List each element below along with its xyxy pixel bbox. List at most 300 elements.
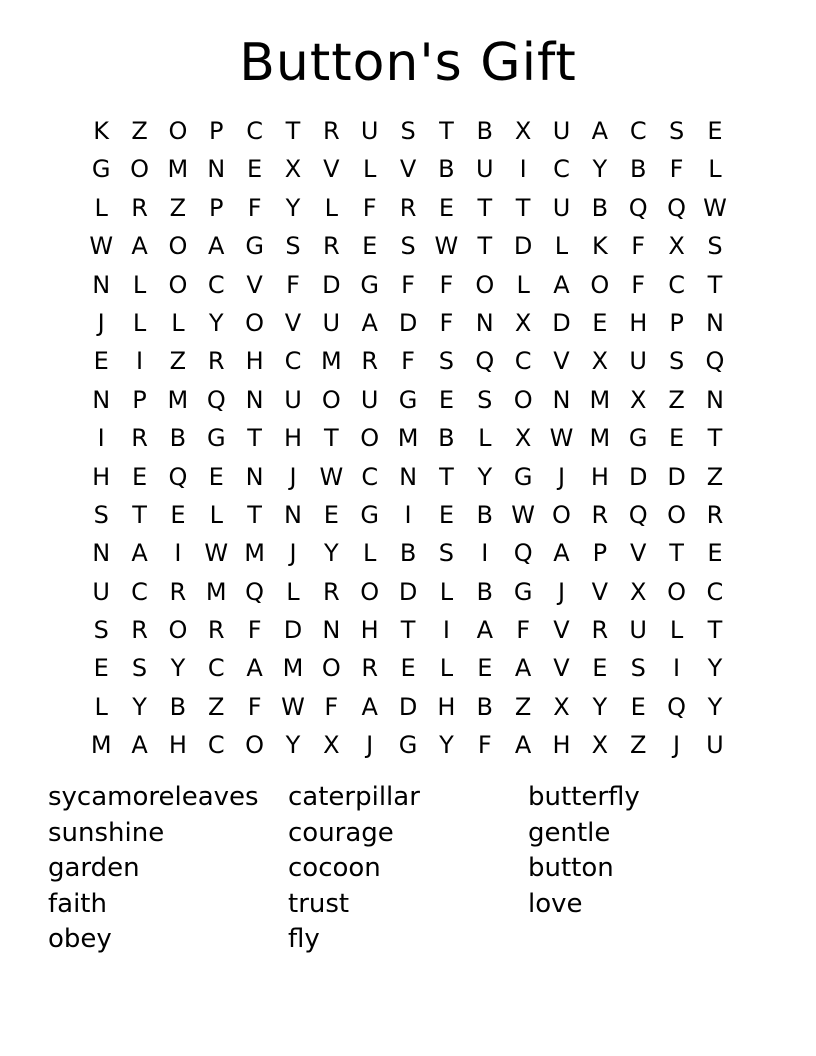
grid-letter: R (591, 616, 609, 645)
grid-letter: U (706, 731, 724, 760)
grid-letter: R (706, 500, 724, 529)
grid-letter: S (400, 232, 416, 261)
grid-letter: S (285, 232, 301, 261)
grid-letter: C (131, 577, 148, 606)
grid-letter: I (404, 500, 412, 529)
grid-letter: O (360, 577, 380, 606)
grid-letter: B (476, 692, 493, 721)
grid-letter: Q (513, 539, 533, 568)
grid-letter: Q (206, 385, 226, 414)
grid-letter: O (168, 270, 188, 299)
grid-letter: X (629, 577, 647, 606)
grid-letter: G (245, 232, 264, 261)
grid-letter: U (475, 155, 494, 184)
grid-letter: T (515, 193, 531, 222)
grid-letter: C (207, 654, 225, 683)
grid-letter: S (630, 654, 646, 683)
grid-letter: T (669, 539, 684, 568)
grid-letter: A (208, 232, 225, 261)
grid-letter: H (437, 692, 456, 721)
grid-letter: L (286, 577, 300, 606)
grid-letter: I (673, 654, 681, 683)
grid-letter: B (476, 500, 493, 529)
grid-letter: S (668, 347, 685, 376)
grid-letter: C (706, 577, 724, 606)
grid-letter: Y (439, 731, 454, 760)
grid-letter: O (245, 731, 265, 760)
grid-letter: N (92, 539, 111, 568)
grid-letter: J (366, 731, 374, 760)
grid-letter: I (519, 155, 527, 184)
grid-letter: S (438, 347, 455, 376)
grid-letter: R (207, 616, 225, 645)
grid-letter: S (477, 385, 493, 414)
grid-letter: I (136, 347, 144, 376)
grid-letter: W (511, 500, 535, 529)
grid-letter: S (400, 117, 416, 145)
grid-letter: E (438, 500, 454, 529)
grid-letter: C (207, 270, 225, 299)
grid-letter: A (591, 117, 609, 145)
grid-letter: T (247, 500, 262, 529)
grid-letter: X (668, 232, 685, 261)
word-list-item: love (528, 888, 583, 919)
grid-letter: T (439, 462, 454, 491)
grid-letter: A (553, 539, 570, 568)
grid-letter: L (94, 692, 108, 721)
grid-letter: D (513, 232, 533, 261)
grid-letter: Z (169, 347, 187, 376)
grid-letter: A (476, 616, 493, 645)
grid-letter: V (284, 308, 302, 337)
grid-letter: G (398, 385, 418, 414)
grid-letter: O (130, 155, 149, 184)
grid-letter: H (360, 616, 379, 645)
grid-letter: T (285, 117, 301, 145)
grid-letter: V (553, 616, 570, 645)
grid-letter: M (397, 424, 419, 453)
grid-letter: V (246, 270, 263, 299)
grid-letter: A (131, 232, 148, 261)
grid-letter: F (669, 155, 684, 184)
grid-letter: Y (285, 731, 301, 760)
grid-letter: O (667, 500, 687, 529)
grid-letter: O (360, 424, 380, 453)
grid-letter: O (552, 500, 571, 529)
grid-letter: T (400, 616, 416, 645)
grid-letter: T (707, 424, 723, 453)
grid-letter: L (171, 308, 185, 337)
grid-letter: N (245, 462, 264, 491)
grid-letter: M (244, 539, 265, 568)
grid-row (82, 381, 734, 419)
grid-letter: U (284, 385, 302, 414)
grid-letter: B (169, 692, 187, 721)
grid-letter: A (361, 308, 378, 337)
grid-letter: V (323, 155, 340, 184)
grid-letter: E (438, 385, 454, 414)
grid-letter: O (168, 117, 188, 145)
grid-letter: J (557, 462, 566, 491)
grid-letter: Y (208, 308, 224, 337)
grid-letter: C (246, 117, 263, 145)
word-list-item: obey (48, 924, 112, 954)
grid-letter: R (322, 232, 340, 261)
grid-letter: N (284, 500, 302, 529)
grid-letter: X (629, 385, 647, 414)
grid-letter: E (438, 193, 454, 222)
grid-letter: T (707, 270, 723, 299)
grid-letter: N (475, 308, 494, 337)
grid-letter: C (284, 347, 302, 376)
grid-letter: E (592, 654, 608, 683)
grid-letter: U (552, 117, 571, 145)
grid-letter: A (246, 654, 263, 683)
grid-letter: U (360, 117, 379, 145)
grid-letter: A (131, 539, 148, 568)
grid-letter: U (629, 616, 647, 645)
grid-letter: N (92, 385, 111, 414)
grid-letter: X (514, 308, 532, 337)
grid-letter: P (209, 193, 224, 222)
grid-letter: F (247, 616, 262, 645)
grid-letter: Q (705, 347, 725, 376)
grid-letter: G (360, 270, 379, 299)
grid-letter: W (204, 539, 229, 568)
grid-letter: X (284, 155, 302, 184)
grid-letter: K (591, 232, 608, 261)
grid-letter: M (205, 577, 227, 606)
grid-letter: B (591, 193, 609, 222)
grid-letter: L (363, 539, 377, 568)
grid-letter: Q (667, 193, 687, 222)
grid-letter: M (167, 155, 189, 184)
grid-letter: A (553, 270, 570, 299)
grid-letter: M (167, 385, 189, 414)
grid-letter: Y (592, 692, 608, 721)
grid-letter: O (321, 654, 341, 683)
grid-letter: X (514, 424, 532, 453)
grid-letter: L (478, 424, 492, 453)
grid-row (82, 112, 734, 150)
grid-letter: U (552, 193, 571, 222)
grid-letter: Q (245, 577, 265, 606)
grid-row (82, 726, 734, 764)
grid-letter: L (516, 270, 530, 299)
grid-row (82, 688, 734, 726)
grid-letter: W (319, 462, 344, 491)
grid-letter: H (92, 462, 111, 491)
grid-letter: T (132, 500, 147, 529)
grid-letter: E (93, 654, 109, 683)
grid-letter: R (361, 654, 379, 683)
grid-row (82, 419, 734, 457)
grid-letter: B (438, 155, 455, 184)
grid-letter: L (439, 577, 454, 606)
grid-letter: E (131, 462, 148, 491)
grid-letter: Z (514, 692, 532, 721)
grid-letter: Q (168, 462, 188, 491)
grid-letter: X (514, 117, 532, 145)
grid-letter: W (434, 232, 459, 261)
word-list-item: faith (48, 888, 107, 919)
grid-letter: E (362, 232, 378, 261)
grid-letter: F (401, 347, 415, 376)
grid-letter: V (591, 577, 609, 606)
word-list-item: butterfly (528, 782, 640, 812)
grid-letter: W (703, 193, 727, 222)
grid-letter: R (131, 193, 148, 222)
grid-row (82, 573, 734, 611)
grid-letter: N (399, 462, 418, 491)
grid-letter: M (589, 385, 611, 414)
grid-letter: Y (707, 654, 723, 683)
grid-letter: V (553, 347, 570, 376)
grid-letter: M (282, 654, 304, 683)
grid-letter: N (552, 385, 571, 414)
grid-letter: P (132, 385, 147, 414)
word-list-item: sycamoreleaves (48, 782, 259, 812)
grid-row (82, 458, 734, 496)
grid-letter: F (401, 270, 415, 299)
grid-letter: U (629, 347, 647, 376)
grid-letter: O (321, 385, 341, 414)
grid-letter: I (174, 539, 182, 568)
grid-letter: N (245, 385, 264, 414)
grid-letter: T (477, 232, 493, 261)
grid-letter: S (131, 654, 148, 683)
grid-letter: F (477, 731, 492, 760)
grid-letter: T (477, 193, 493, 222)
grid-letter: A (514, 654, 532, 683)
grid-letter: E (170, 500, 186, 529)
grid-letter: R (322, 117, 340, 145)
grid-row (82, 342, 734, 380)
grid-letter: P (669, 308, 684, 337)
grid-letter: U (322, 308, 341, 337)
grid-letter: F (631, 232, 646, 261)
word-list-item: courage (288, 817, 394, 848)
grid-letter: Y (592, 155, 608, 184)
grid-letter: E (208, 462, 224, 491)
grid-letter: B (629, 155, 647, 184)
word-list-item: garden (48, 853, 140, 883)
grid-letter: X (591, 731, 609, 760)
grid-letter: L (132, 270, 147, 299)
grid-letter: G (91, 155, 111, 184)
grid-letter: F (439, 308, 454, 337)
grid-letter: D (398, 308, 418, 337)
grid-letter: O (475, 270, 495, 299)
grid-letter: D (398, 692, 418, 721)
grid-row (82, 611, 734, 649)
grid-letter: Z (706, 462, 724, 491)
grid-letter: A (514, 731, 532, 760)
grid-letter: G (360, 500, 379, 529)
grid-letter: L (439, 654, 454, 683)
grid-letter: A (361, 692, 378, 721)
grid-letter: H (629, 308, 648, 337)
grid-letter: Q (667, 692, 687, 721)
grid-letter: L (363, 155, 377, 184)
grid-letter: O (590, 270, 610, 299)
grid-letter: M (320, 347, 342, 376)
grid-letter: A (131, 731, 148, 760)
grid-letter: O (513, 385, 533, 414)
grid-letter: N (92, 270, 111, 299)
grid-letter: Y (132, 692, 147, 721)
page-title: Button's Gift (239, 33, 577, 93)
grid-letter: T (324, 424, 339, 453)
grid-letter: R (131, 424, 148, 453)
grid-letter: B (476, 117, 493, 145)
grid-letter: G (513, 577, 533, 606)
grid-letter: Y (477, 462, 493, 491)
grid-letter: G (628, 424, 648, 453)
grid-row (82, 150, 734, 188)
grid-letter: M (90, 731, 112, 760)
grid-letter: L (94, 193, 108, 222)
grid-letter: E (668, 424, 685, 453)
grid-letter: I (481, 539, 489, 568)
grid-letter: E (630, 692, 646, 721)
grid-letter: E (707, 117, 723, 145)
grid-letter: P (209, 117, 224, 145)
grid-letter: F (286, 270, 300, 299)
grid-letter: E (93, 347, 109, 376)
word-list-column (48, 780, 288, 958)
grid-letter: F (247, 193, 262, 222)
grid-letter: H (245, 347, 264, 376)
grid-letter: X (591, 347, 609, 376)
grid-letter: J (557, 577, 566, 606)
grid-letter: J (97, 308, 105, 337)
grid-letter: F (247, 692, 262, 721)
grid-row (82, 227, 734, 265)
grid-letter: D (322, 270, 341, 299)
grid-letter: T (707, 616, 723, 645)
grid-letter: J (289, 539, 297, 568)
grid-letter: S (438, 539, 455, 568)
grid-letter: T (247, 424, 262, 453)
grid-letter: Z (131, 117, 148, 145)
word-list-item: gentle (528, 817, 611, 848)
grid-letter: E (707, 539, 723, 568)
grid-letter: O (245, 308, 265, 337)
grid-letter: U (360, 385, 379, 414)
word-list-item: fly (288, 924, 320, 954)
grid-row (82, 649, 734, 687)
grid-letter: Z (208, 692, 225, 721)
word-list-item: sunshine (48, 817, 165, 848)
grid-letter: E (323, 500, 339, 529)
grid-letter: J (289, 462, 297, 491)
grid-letter: R (591, 500, 609, 529)
grid-letter: R (169, 577, 187, 606)
word-list-item: button (528, 853, 614, 883)
grid-letter: I (97, 424, 105, 453)
grid-letter: R (207, 347, 225, 376)
grid-letter: T (439, 117, 454, 145)
grid-letter: D (552, 308, 571, 337)
grid-letter: O (168, 616, 188, 645)
grid-letter: C (629, 117, 647, 145)
grid-letter: L (132, 308, 147, 337)
grid-letter: Q (628, 500, 648, 529)
grid-letter: J (673, 731, 681, 760)
grid-letter: L (324, 193, 339, 222)
grid-letter: H (590, 462, 609, 491)
grid-letter: B (476, 577, 493, 606)
grid-letter: V (399, 155, 417, 184)
grid-letter: L (708, 155, 722, 184)
grid-letter: R (399, 193, 417, 222)
grid-letter: E (477, 654, 493, 683)
grid-letter: Q (475, 347, 495, 376)
grid-letter: E (247, 155, 263, 184)
grid-letter: C (361, 462, 379, 491)
grid-letter: C (514, 347, 532, 376)
grid-letter: X (323, 731, 340, 760)
grid-letter: G (398, 731, 418, 760)
grid-letter: S (668, 117, 685, 145)
grid-letter: Y (324, 539, 339, 568)
grid-letter: F (516, 616, 531, 645)
grid-letter: N (705, 308, 724, 337)
grid-letter: Z (169, 193, 187, 222)
word-list-item: cocoon (288, 853, 381, 883)
word-list-item: caterpillar (288, 782, 420, 812)
grid-letter: G (206, 424, 226, 453)
grid-letter: Z (629, 731, 647, 760)
grid-row (82, 266, 734, 304)
grid-letter: D (283, 616, 303, 645)
grid-letter: Y (170, 654, 186, 683)
grid-row (82, 534, 734, 572)
grid-letter: L (554, 232, 569, 261)
word-list (48, 780, 768, 960)
grid-letter: S (707, 232, 723, 261)
grid-letter: L (209, 500, 223, 529)
grid-letter: C (668, 270, 685, 299)
grid-letter: Z (668, 385, 685, 414)
grid-letter: K (93, 117, 110, 145)
grid-letter: R (361, 347, 379, 376)
grid-letter: S (93, 616, 109, 645)
grid-letter: D (398, 577, 418, 606)
grid-letter: M (589, 424, 611, 453)
grid-row (82, 189, 734, 227)
grid-letter: D (628, 462, 648, 491)
grid-letter: N (322, 616, 341, 645)
grid-row (82, 304, 734, 342)
grid-letter: E (592, 308, 608, 337)
grid-letter: V (553, 654, 570, 683)
grid-letter: Y (707, 692, 723, 721)
grid-letter: H (283, 424, 302, 453)
grid-letter: F (324, 692, 339, 721)
grid-letter: Y (285, 193, 301, 222)
grid-letter: F (631, 270, 646, 299)
letter-grid (82, 112, 734, 765)
grid-letter: Q (628, 193, 648, 222)
grid-letter: H (168, 731, 187, 760)
word-list-item: trust (288, 888, 350, 919)
grid-letter: S (93, 500, 109, 529)
grid-letter: F (439, 270, 454, 299)
grid-letter: L (669, 616, 684, 645)
grid-letter: H (552, 731, 571, 760)
